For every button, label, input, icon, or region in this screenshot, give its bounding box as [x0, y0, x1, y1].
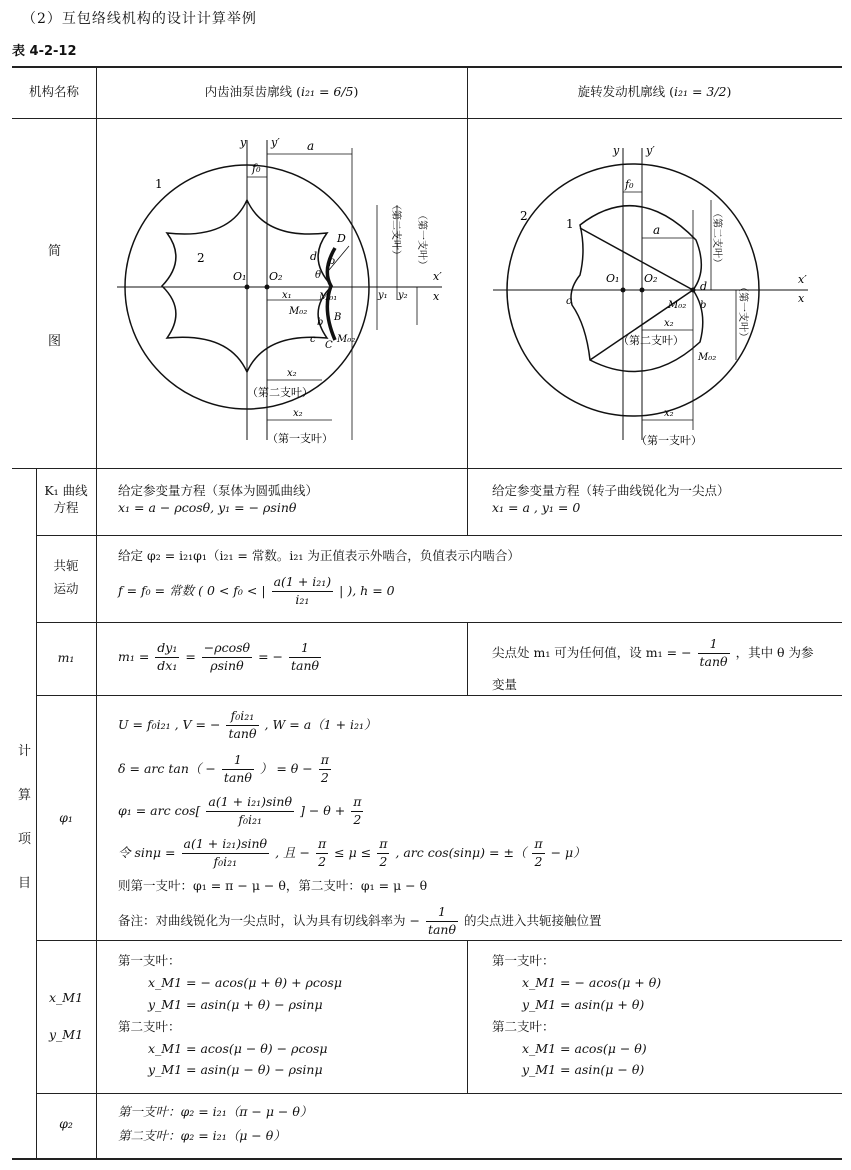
table-label: 表 4-2-12	[12, 44, 77, 59]
rule-conj	[36, 622, 842, 623]
m1-col1: m₁ = $\frac{\text{dy₁}}{\text{dx₁}}$ = $\frac{-\rho\cos\theta}{\rho\sin\theta}$ = − $\frac{1}{\tan\theta}$	[118, 640, 320, 673]
rule-k1	[36, 535, 842, 536]
xm-label: x_M1 y_M1	[48, 990, 84, 1042]
svg-text:（第二支叶）: （第二支叶）	[618, 334, 684, 347]
k1-col1: 给定参变量方程（泵体为圆弧曲线） x₁ = a − ρcosθ, y₁ = − ρsinθ	[118, 483, 319, 515]
svg-text:2: 2	[520, 209, 528, 223]
header-mechanism: 机构名称	[28, 84, 79, 99]
svg-text:O₂: O₂	[644, 272, 658, 285]
phi1-line5: 则第一支叶：φ₁ = π − μ − θ，第二支叶：φ₁ = μ − θ	[118, 878, 428, 893]
conj-line2: f = f₀ = 常数 ( 0 < f₀ < | $\frac{\text{a(1 + i₂₁)}}{\text{i₂₁}}$ | ), h = 0	[118, 574, 395, 607]
header-col1: 内齿油泵齿廓线 (i₂₁ = 6/5)	[204, 84, 359, 99]
conj-label: 共轭 运动	[53, 558, 79, 596]
rule-phi1	[36, 940, 842, 941]
svg-text:d: d	[700, 280, 708, 293]
svg-text:x₂: x₂	[293, 408, 303, 419]
svg-text:x₂: x₂	[287, 368, 297, 379]
diagram-label-top: 简	[48, 244, 62, 259]
svg-text:y₂: y₂	[398, 290, 408, 301]
svg-text:x₂: x₂	[664, 408, 674, 419]
svg-text:C: C	[325, 340, 333, 351]
svg-text:x₁: x₁	[282, 290, 292, 301]
rule-m1	[36, 695, 842, 696]
svg-text:f₀: f₀	[252, 162, 261, 175]
svg-text:ρ: ρ	[329, 256, 335, 267]
svg-text:b: b	[700, 300, 707, 311]
svg-text:y′: y′	[646, 144, 655, 157]
diagram-label-bottom: 图	[48, 334, 62, 349]
phi2-label: φ₂	[59, 1116, 73, 1131]
k1-label: K₁ 曲线 方程	[44, 483, 88, 515]
svg-text:c: c	[566, 296, 572, 307]
svg-text:O₁: O₁	[606, 272, 620, 285]
col-divider-2c	[467, 622, 468, 696]
section-heading: （2）互包络线机构的设计计算举例	[22, 11, 257, 27]
phi1-line1: U = f₀i₂₁ , V = − $\frac{\text{f₀i₂₁}}{\tan\theta}$ , W = a（1 + i₂₁）	[118, 708, 377, 741]
svg-text:（第二支叶）: （第二支叶）	[247, 386, 313, 399]
conj-line1: 给定 φ₂ = i₂₁φ₁（i₂₁ = 常数。i₂₁ 为正值表示外啮合，负值表示内啮合）	[118, 548, 520, 563]
xm-col2: 第一支叶： x_M1 = − acos(μ + θ) y_M1 = asin(μ + θ) 第二支叶： x_M1 = acos(μ − θ) y_M1 = asin(μ − θ)	[492, 953, 662, 1078]
svg-text:x: x	[433, 290, 440, 303]
phi1-label: φ₁	[59, 810, 73, 825]
label-1: 1	[155, 177, 163, 191]
svg-text:x₂: x₂	[664, 318, 674, 329]
svg-text:（第一支叶）: （第一支叶）	[636, 434, 702, 447]
rule-xm	[36, 1093, 842, 1094]
svg-text:M₀₂: M₀₂	[668, 300, 687, 311]
svg-text:O₂: O₂	[269, 270, 283, 283]
m1-col2: 尖点处 m₁ 可为任何值，设 m₁ = − $\frac{1}{\tan\theta}$ ，其中 θ 为参 变量	[492, 636, 814, 692]
svg-text:M₀₁: M₀₁	[319, 292, 338, 303]
svg-text:y: y	[613, 144, 620, 157]
svg-text:（第一支叶）: （第一支叶）	[737, 282, 748, 342]
table-bottom-rule	[12, 1158, 842, 1160]
svg-text:y: y	[240, 136, 247, 149]
group-label-3: 项	[18, 832, 32, 847]
svg-text:M₀₂: M₀₂	[698, 352, 717, 363]
svg-text:b: b	[317, 317, 324, 328]
svg-text:x′: x′	[433, 270, 442, 283]
phi1-line3: φ₁ = arc cos[ $\frac{\text{a(1 + i₂₁)sinθ}}{\text{f₀i₂₁}}$ ] − θ + $\frac{\pi}{2}$	[118, 794, 362, 827]
svg-text:（第二支叶）: （第二支叶）	[390, 200, 401, 260]
phi1-line6: 备注：对曲线锐化为一尖点时，认为具有切线斜率为 − $\frac{1}{\tan\theta}$ 的尖点进入共轭接触位置	[118, 904, 602, 937]
svg-text:y′: y′	[271, 136, 280, 149]
svg-text:d: d	[310, 250, 318, 263]
header-col2: 旋转发动机廓线 (i₂₁ = 3/2)	[577, 84, 732, 99]
phi1-line4: 令 sinμ = $\frac{\text{a(1 + i₂₁)sinθ}}{\text{f₀i₂₁}}$ , 且 − $\frac{\pi}{2}$ ≤ μ ≤ $\frac{\pi}{2}$ , arc cos(sinμ) = ±（ $\frac{\pi}{2}$ − μ）	[118, 836, 586, 869]
svg-text:M₀₂: M₀₂	[289, 306, 308, 317]
svg-text:y₁: y₁	[378, 290, 388, 301]
group-label-4: 目	[18, 876, 32, 891]
svg-text:θ: θ	[315, 270, 322, 281]
svg-text:B: B	[334, 312, 342, 323]
k1-col2: 给定参变量方程（转子曲线锐化为一尖点） x₁ = a , y₁ = 0	[492, 483, 730, 515]
xm-col1: 第一支叶： x_M1 = − acos(μ + θ) + ρcosμ y_M1 = asin(μ + θ) − ρsinμ 第二支叶： x_M1 = acos(μ − θ) − ρcosμ y_M1 = asin(μ − θ) − ρsinμ	[118, 953, 342, 1078]
col-divider-2b	[467, 468, 468, 536]
rule-header	[12, 118, 842, 119]
svg-text:a: a	[307, 139, 315, 153]
svg-text:1: 1	[566, 217, 574, 231]
svg-text:x′: x′	[798, 273, 807, 286]
group-label-1: 计	[18, 744, 32, 759]
phi2-line1: 第一支叶：φ₂ = i₂₁（π − μ − θ）	[118, 1104, 313, 1119]
svg-text:a: a	[653, 223, 661, 237]
m1-label: m₁	[57, 650, 75, 665]
table-top-rule	[12, 66, 842, 68]
svg-text:2: 2	[197, 251, 205, 265]
group-label-2: 算	[18, 788, 32, 803]
svg-text:（第一支叶）: （第一支叶）	[416, 210, 427, 270]
svg-text:M₀₂: M₀₂	[337, 334, 356, 345]
col-divider-2d	[467, 940, 468, 1094]
svg-text:D: D	[337, 232, 346, 245]
phi2-line2: 第二支叶：φ₂ = i₂₁（μ − θ）	[118, 1128, 286, 1143]
svg-text:（第一支叶）: （第一支叶）	[267, 432, 333, 445]
svg-text:x: x	[798, 292, 805, 305]
svg-text:f₀: f₀	[625, 178, 634, 191]
diagram-oil-pump	[97, 120, 466, 467]
svg-text:c: c	[310, 334, 316, 345]
svg-text:O₁: O₁	[233, 270, 247, 283]
rule-diagram	[12, 468, 842, 469]
phi1-line2: δ = arc tan（ − $\frac{1}{\tan\theta}$ ） = θ − $\frac{\pi}{2}$	[118, 752, 329, 785]
diagram-rotary-engine	[468, 120, 841, 467]
svg-text:（第二支叶）: （第二支叶）	[711, 208, 722, 268]
